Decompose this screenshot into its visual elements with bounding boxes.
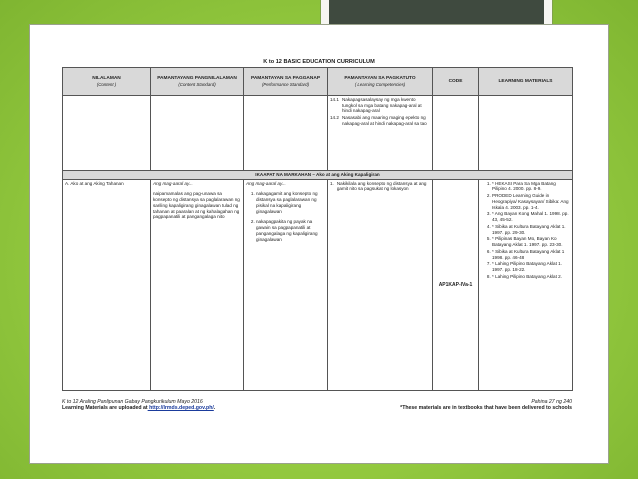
competency-item: 1. Nakikilala ang konsepto ng distansya at ang gamit nito sa pagsukat ng lokasyon [330, 180, 427, 192]
competency-item: 14.1 Nakapagsasalaysay ng mga kwento tungkol sa mga batang nakapag-aral at hindi nakapag-aral [330, 97, 422, 114]
header-performance-standard: PAMANTAYAN SA PAGGANAP (Performance Standard) [244, 68, 328, 96]
performance-standard-cell: Ang mag-aaral ay... 1. nakagagamit ang konsepto ng distansya sa paglalarawan ng pisikal na kapaligirang ginagalawan 2. nakapagpakita ng payak na gawain sa pagpapanatili at pangangalaga ng kapaligirang ginagalawan [244, 179, 328, 390]
header-content: NILALAMAN (Content ) [63, 68, 151, 96]
list-item: 1. * HEKASI Para Sa Mga Batang Pilipino 4. 2000. pp. 8-9. [492, 181, 570, 192]
table-row [63, 96, 573, 171]
competencies-cell [328, 179, 433, 390]
list-item: 4. * Sibika at Kultura Batayang Aklat 1. 1997. pp. 29-30. [492, 224, 570, 235]
curriculum-guide-label: K to 12 Araling Panlipunan Gabay Pangkurikulum Mayo 2016 [62, 399, 203, 405]
header-content-standard: PAMANTAYANG PANGNILALAMAN (Content Standard) [151, 68, 244, 96]
list-item: 6. * Sibika at Kultura Batayang Aklat 1 1998. pp. 46-48 [492, 249, 570, 260]
materials-notice: Learning Materials are uploaded at http://lrmds.deped.gov.ph/. [62, 405, 216, 411]
header-learning-competencies: PAMANTAYAN SA PAGKATUTO ( Learning Competencies) [328, 68, 433, 96]
code-cell: AP1KAP-IVa-1 [433, 179, 479, 390]
content-cell: A. Ako at ang Aking Tahanan [63, 179, 151, 390]
content-standard-cell: Ang mag-aaral ay... naipamamalas ang pag-unawa sa konsepto ng distansya sa paglalarawan ng sariling kapaligirang ginagalawan tulad ng tahanan at paaralan at ng kahalagahan ng pagpapanatili at pangangalaga nito [151, 179, 244, 390]
footer-right [342, 399, 572, 411]
competencies-cell [328, 96, 433, 171]
list-item: 3. * Ang Bayan Kong Mahal 1. 1998. pp. 43, 45-52. [492, 211, 570, 222]
page-number: Pahina 27 ng 240 [531, 399, 572, 405]
list-item: 8. * Lahing Pilipino Batayang Aklat 2. [492, 274, 570, 280]
list-item: 1. nakagagamit ang konsepto ng distansya sa paglalarawan ng pisikal na kapaligirang ginagalawan [256, 191, 325, 214]
learning-materials-cell [479, 179, 573, 390]
quarter-row [63, 171, 573, 180]
header-learning-materials: LEARNING MATERIALS [479, 68, 573, 96]
competency-item: 14.2 Nasasabi ang maaring maging epekto ng nakapag-aral at hindi nakapag-aral sa tao [330, 115, 427, 126]
table-header-row [63, 68, 573, 96]
list-item: 2. PRODED Learning Guide in Heograpiya/ Kasaysayan/ Sibika: Ang Iskala 4. 2003. pp. 1-4. [492, 193, 570, 210]
curriculum-table [62, 67, 573, 391]
header-code: CODE [433, 68, 479, 96]
table-row [63, 179, 573, 390]
list-item: 2. nakapagpakita ng payak na gawain sa pagpapanatili at pangangalaga ng kapaligirang ginagalawan [256, 219, 325, 242]
materials-list [481, 181, 570, 280]
performance-list [246, 191, 325, 242]
textbook-note: *These materials are in textbooks that have been delivered to schools [400, 405, 572, 411]
footer-left [62, 399, 215, 411]
quarter-label: IKAAPAT NA MARKAHAN – Ako at ang Aking Kapaligiran [63, 171, 573, 180]
document-title: K to 12 BASIC EDUCATION CURRICULUM [263, 59, 375, 65]
list-item: 5. * Pilipinas Bayan Mo, Bayan Ko Batayang Aklat 1. 1997. pp. 23-30. [492, 236, 570, 247]
lrmds-link[interactable]: http://lrmds.deped.gov.ph/ [147, 405, 214, 411]
list-item: 7. * Lahing Pilipino Batayang Aklat 1. 1997. pp. 18-22. [492, 261, 570, 272]
